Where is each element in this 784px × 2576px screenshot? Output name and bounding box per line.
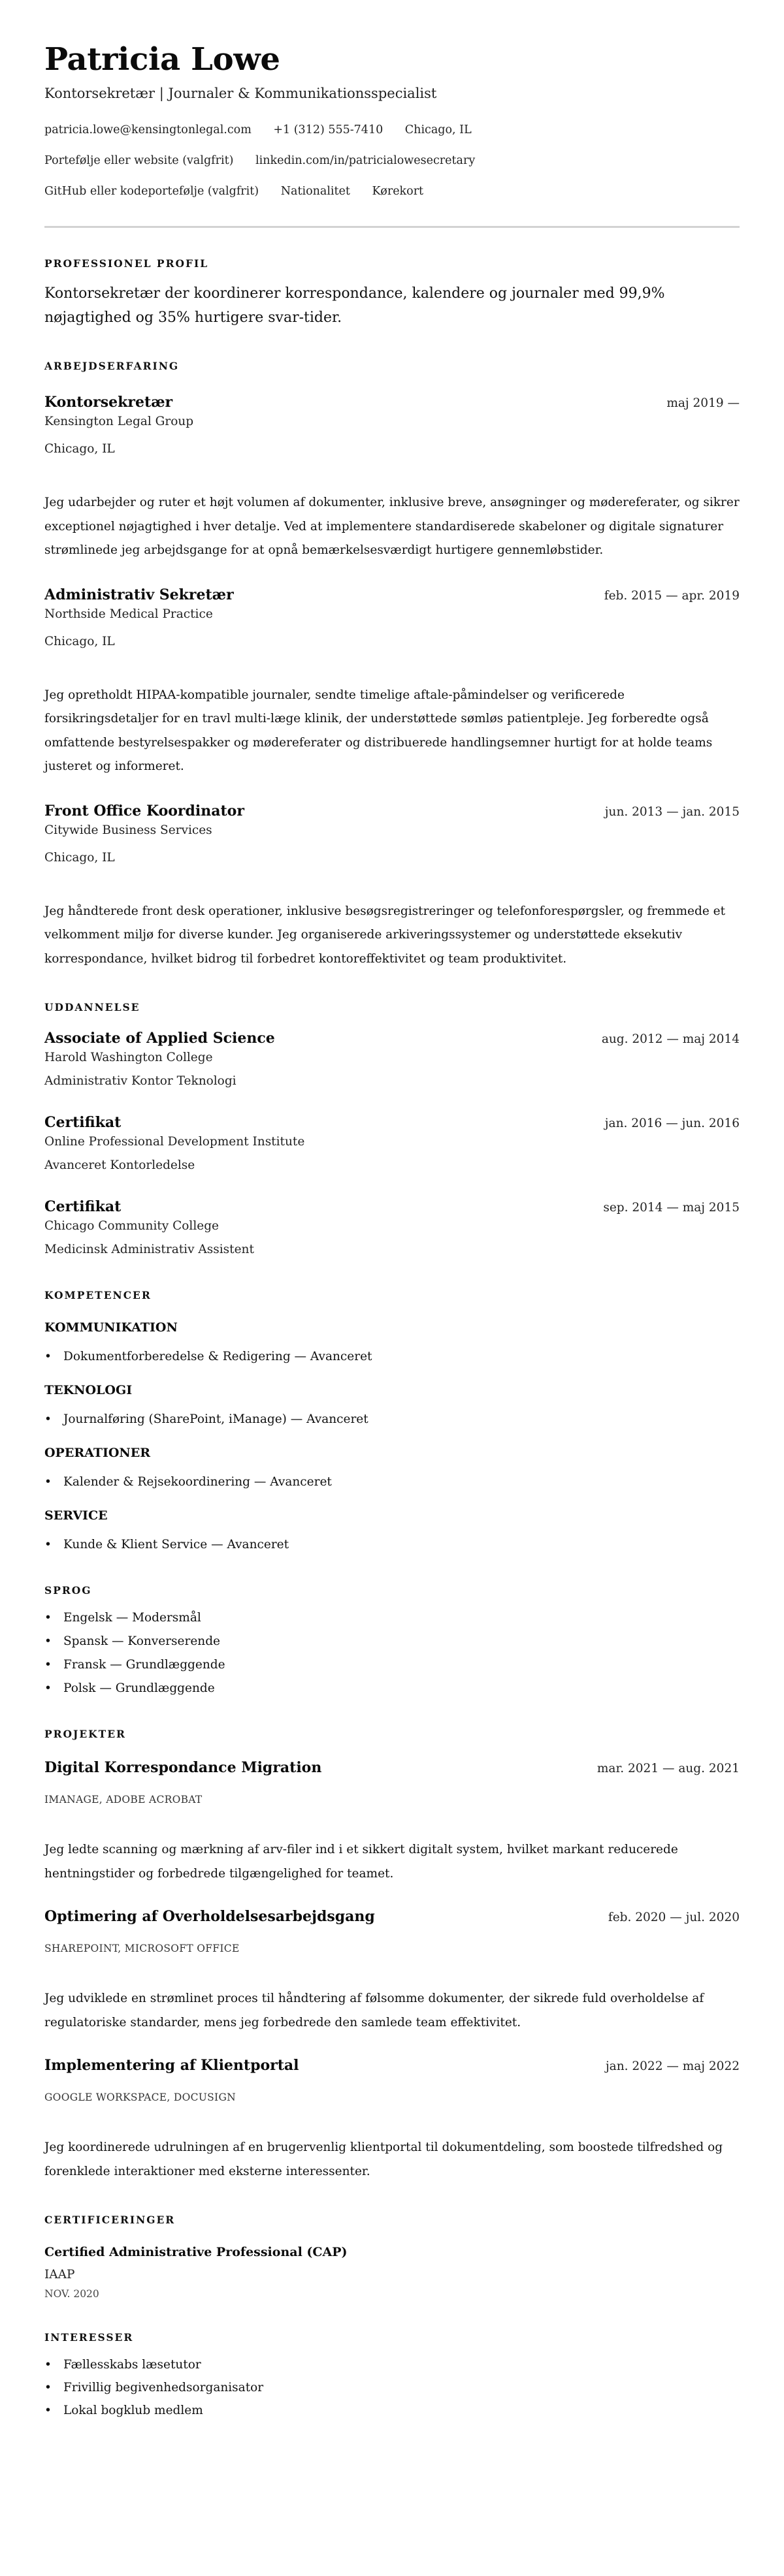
section-title: PROJEKTER xyxy=(44,1728,126,1740)
phone-number: +1 (312) 555-7410 xyxy=(273,123,384,136)
experience-entry xyxy=(44,392,740,563)
school-name: Harold Washington College xyxy=(44,1051,213,1064)
job-description: Jeg udarbejder og ruter et højt volumen af dokumenter, inklusive breve, ansøgninger og mødereferater, og sikrer exceptionel nøjagtighed i hver detalje. Ved at implementere standardiserede skabeloner og digitale signaturer strømlinede jeg arbejdsgange for at opnå bemærkelsesværdigt hurtigere gennemløbstider. xyxy=(44,496,740,557)
skill-item: • Kalender & Rejsekoordinering — Avanceret xyxy=(44,1473,740,1491)
project-technologies: IMANAGE, ADOBE ACROBAT xyxy=(44,1794,203,1805)
language-list xyxy=(44,1609,740,1698)
company-name: Kensington Legal Group xyxy=(44,415,194,428)
project-entry xyxy=(44,1758,740,1886)
education-dates: aug. 2012 — maj 2014 xyxy=(601,1032,740,1046)
location: Chicago, IL xyxy=(404,123,472,136)
language-item: • Spansk — Konverserende xyxy=(44,1632,740,1651)
education-list xyxy=(44,1028,740,1259)
job-description: Jeg opretholdt HIPAA-kompatible journaler, sendte timelige aftale-påmindelser og verificerede forsikringsdetaljer for en travl multi-læge klinik, der understøttede sømløs patientpleje. Jeg forberedte også omfattende bestyrelsespakker og mødereferater og distribuerede handlingsemner hurtigt for at holde teams justeret og informeret. xyxy=(44,688,713,773)
experience-entry xyxy=(44,801,740,972)
interest-list xyxy=(44,2356,740,2420)
entry-header xyxy=(44,1113,740,1133)
profile-summary: Kontorsekretær der koordinerer korrespondance, kalendere og journaler med 99,9% nøjagtighed og 35% hurtigere svar-tider. xyxy=(44,285,665,326)
job-dates: jun. 2013 — jan. 2015 xyxy=(604,804,740,819)
job-location: Chicago, IL xyxy=(44,442,115,456)
project-technologies: GOOGLE WORKSPACE, DOCUSIGN xyxy=(44,2091,236,2103)
nationality: Nationalitet xyxy=(280,185,350,198)
contact-row xyxy=(44,183,740,200)
interests-section xyxy=(44,2331,740,2420)
job-title: Front Office Koordinator xyxy=(44,802,244,819)
interest-item: • Frivillig begivenhedsorganisator xyxy=(44,2379,740,2397)
job-title: Administrativ Sekretær xyxy=(44,586,234,603)
skill-category: KOMMUNIKATION xyxy=(44,1320,178,1335)
education-entry xyxy=(44,1113,740,1175)
contact-row xyxy=(44,121,740,138)
language-item: • Fransk — Grundlæggende xyxy=(44,1656,740,1674)
skill-item: • Kunde & Klient Service — Avanceret xyxy=(44,1536,740,1554)
experience-entry xyxy=(44,585,740,779)
languages-section xyxy=(44,1584,740,1698)
job-location: Chicago, IL xyxy=(44,634,115,648)
skill-list xyxy=(44,1536,740,1554)
section-title: UDDANNELSE xyxy=(44,1001,140,1013)
job-title: Kontorsekretær xyxy=(44,394,173,411)
skill-category: SERVICE xyxy=(44,1508,108,1523)
education-dates: sep. 2014 — maj 2015 xyxy=(603,1201,740,1215)
certification-issuer: IAAP xyxy=(44,2268,75,2282)
field-of-study: Avanceret Kontorledelse xyxy=(44,1158,195,1172)
project-entry xyxy=(44,2056,740,2184)
education-entry xyxy=(44,1028,740,1090)
certifications-section xyxy=(44,2214,740,2301)
entry-header xyxy=(44,1758,740,1778)
entry-header xyxy=(44,2056,740,2076)
section-title: ARBEJDSERFARING xyxy=(44,360,180,372)
job-description: Jeg håndterede front desk operationer, inklusive besøgsregistreringer og telefonforespørgsler, og fremmede et velkomment miljø for diverse kunder. Jeg organiserede arkiveringssystemer og understøttede eksekutiv korrespondance, hvilket bidrog til forbedret kontoreffektivitet og team produktivitet. xyxy=(44,904,726,966)
candidate-name: Patricia Lowe xyxy=(44,41,280,78)
skill-item: • Dokumentforberedelse & Redigering — Avanceret xyxy=(44,1348,740,1366)
section-title: PROFESSIONEL PROFIL xyxy=(44,257,209,270)
skill-list xyxy=(44,1348,740,1366)
language-item: • Engelsk — Modersmål xyxy=(44,1609,740,1627)
skill-list xyxy=(44,1410,740,1429)
degree-name: Certifikat xyxy=(44,1198,122,1215)
language-item: • Polsk — Grundlæggende xyxy=(44,1679,740,1698)
experience-section xyxy=(44,360,740,971)
job-dates: feb. 2015 — apr. 2019 xyxy=(604,588,740,603)
profile-section xyxy=(44,257,740,330)
candidate-headline: Kontorsekretær | Journaler & Kommunikationsspecialist xyxy=(44,86,437,101)
section-title: CERTIFICERINGER xyxy=(44,2214,176,2226)
entry-header xyxy=(44,1028,740,1049)
education-section xyxy=(44,1001,740,1259)
project-dates: jan. 2022 — maj 2022 xyxy=(605,2059,740,2073)
experience-list xyxy=(44,392,740,971)
project-description: Jeg udviklede en strømlinet proces til håndtering af følsomme dokumenter, der sikrede fuld overholdelse af regulatoriske standarder, mens jeg forbedrede den samlede team effektivitet. xyxy=(44,1992,704,2029)
project-technologies: SHAREPOINT, MICROSOFT OFFICE xyxy=(44,1943,240,1954)
skill-item: • Journalføring (SharePoint, iManage) — Avanceret xyxy=(44,1410,740,1429)
skill-category: TEKNOLOGI xyxy=(44,1383,133,1397)
interest-item: • Lokal bogklub medlem xyxy=(44,2402,740,2420)
project-dates: feb. 2020 — jul. 2020 xyxy=(608,1911,740,1924)
education-entry xyxy=(44,1197,740,1259)
certification-date: NOV. 2020 xyxy=(44,2288,99,2300)
project-title: Optimering af Overholdelsesarbejdsgang xyxy=(44,1908,375,1925)
entry-header xyxy=(44,392,740,413)
project-dates: mar. 2021 — aug. 2021 xyxy=(596,1762,740,1775)
project-list xyxy=(44,1758,740,2184)
education-dates: jan. 2016 — jun. 2016 xyxy=(604,1117,740,1130)
project-description: Jeg koordinerede udrulningen af en brugervenlig klientportal til dokumentdeling, som boostede tilfredshed og forenklede interaktioner med eksterne interessenter. xyxy=(44,2140,723,2178)
resume-header xyxy=(44,40,740,200)
job-location: Chicago, IL xyxy=(44,850,115,865)
skills-section xyxy=(44,1289,740,1554)
project-description: Jeg ledte scanning og mærkning af arv-filer ind i et sikkert digitalt system, hvilket markant reducerede hentningstider og forbedrede tilgængelighed for teamet. xyxy=(44,1843,678,1881)
company-name: Citywide Business Services xyxy=(44,823,212,837)
portfolio-link[interactable]: Portefølje eller website (valgfrit) xyxy=(44,154,234,167)
linkedin-link[interactable]: linkedin.com/in/patricialowesecretary xyxy=(255,154,476,167)
job-dates: maj 2019 — xyxy=(666,396,740,410)
section-title: SPROG xyxy=(44,1584,92,1597)
section-title: INTERESSER xyxy=(44,2331,134,2344)
entry-header xyxy=(44,585,740,605)
contact-info xyxy=(44,121,740,200)
project-entry xyxy=(44,1907,740,2035)
school-name: Chicago Community College xyxy=(44,1219,219,1233)
field-of-study: Medicinsk Administrativ Assistent xyxy=(44,1243,254,1256)
company-name: Northside Medical Practice xyxy=(44,607,213,621)
degree-name: Certifikat xyxy=(44,1114,122,1131)
school-name: Online Professional Development Institute xyxy=(44,1135,305,1149)
skill-category: OPERATIONER xyxy=(44,1446,151,1460)
entry-header xyxy=(44,1197,740,1217)
projects-section xyxy=(44,1728,740,2184)
certification-name: Certified Administrative Professional (CAP) xyxy=(44,2245,348,2259)
drivers-license: Kørekort xyxy=(372,185,424,198)
entry-header xyxy=(44,1907,740,1927)
contact-row xyxy=(44,152,740,169)
project-title: Implementering af Klientportal xyxy=(44,2057,299,2074)
email-link[interactable]: patricia.lowe@kensingtonlegal.com xyxy=(44,123,252,136)
project-title: Digital Korrespondance Migration xyxy=(44,1759,322,1776)
field-of-study: Administrativ Kontor Teknologi xyxy=(44,1074,237,1088)
section-title: KOMPETENCER xyxy=(44,1289,152,1301)
interest-item: • Fællesskabs læsetutor xyxy=(44,2356,740,2374)
github-link[interactable]: GitHub eller kodeportefølje (valgfrit) xyxy=(44,185,259,198)
degree-name: Associate of Applied Science xyxy=(44,1030,275,1047)
header-divider xyxy=(44,226,740,228)
skill-list xyxy=(44,1473,740,1491)
entry-header xyxy=(44,801,740,821)
